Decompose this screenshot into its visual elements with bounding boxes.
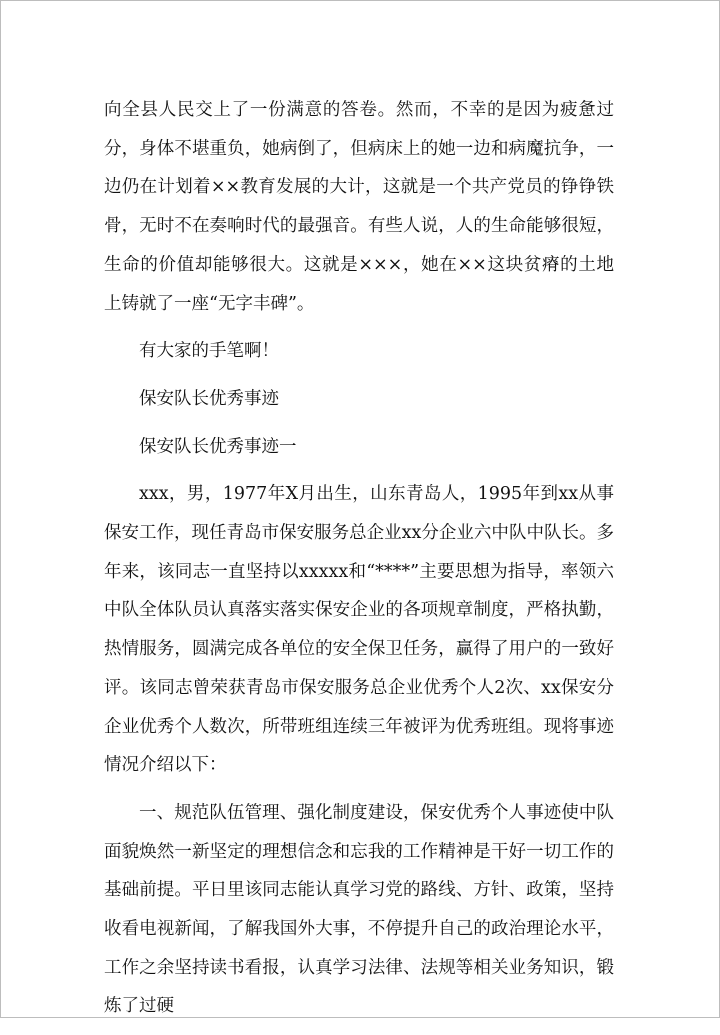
paragraph-point-one: 一、规范队伍管理、强化制度建设，保安优秀个人事迹使中队面貌焕然一新坚定的理想信念和忘我的工作精神是干好一切工作的基础前提。平日里该同志能认真学习党的路线、方针、政策，坚持收看电视新闻，了解我国外大事，不停提升自己的政治理论水平，工作之余坚持读书看报，认真学习法律、法规等相关业务知识，锻炼了过硬 — [104, 802, 614, 1017]
paragraph-continuation: 向全县人民交上了一份满意的答卷。然而，不幸的是因为疲惫过分，身体不堪重负，她病倒了，但病床上的她一边和病魔抗争，一边仍在计划着××教育发展的大计，这就是一个共产党员的铮铮铁骨，无时不在奏响时代的最强音。有些人说，人的生命能够很短，生命的价值却能够很大。这就是×××，她在××这块贫瘠的土地上铸就了一座“无字丰碑”。 — [104, 100, 614, 314]
paragraph-profile: xxx，男，1977年X月出生，山东青岛人，1995年到xx从事保安工作，现任青岛市保安服务总企业xx分企业六中队中队长。多年来，该同志一直坚持以xxxxx和“****”主要思想为指导，率领六中队全体队员认真落实落实保安企业的各项规章制度，严格执勤，热情服务，圆满完成各单位的安全保卫任务，赢得了用户的一致好评。该同志曾荣获青岛市保安服务总企业优秀个人2次、xx保安分企业优秀个人数次，所带班组连续三年被评为优秀班组。现将事迹情况介绍以下： — [104, 484, 614, 776]
section-title: 保安队长优秀事迹 — [139, 388, 279, 409]
paragraph-remark: 有大家的手笔啊！ — [139, 341, 279, 362]
document-body — [104, 91, 614, 1035]
subsection-title: 保安队长优秀事迹一 — [139, 436, 297, 457]
